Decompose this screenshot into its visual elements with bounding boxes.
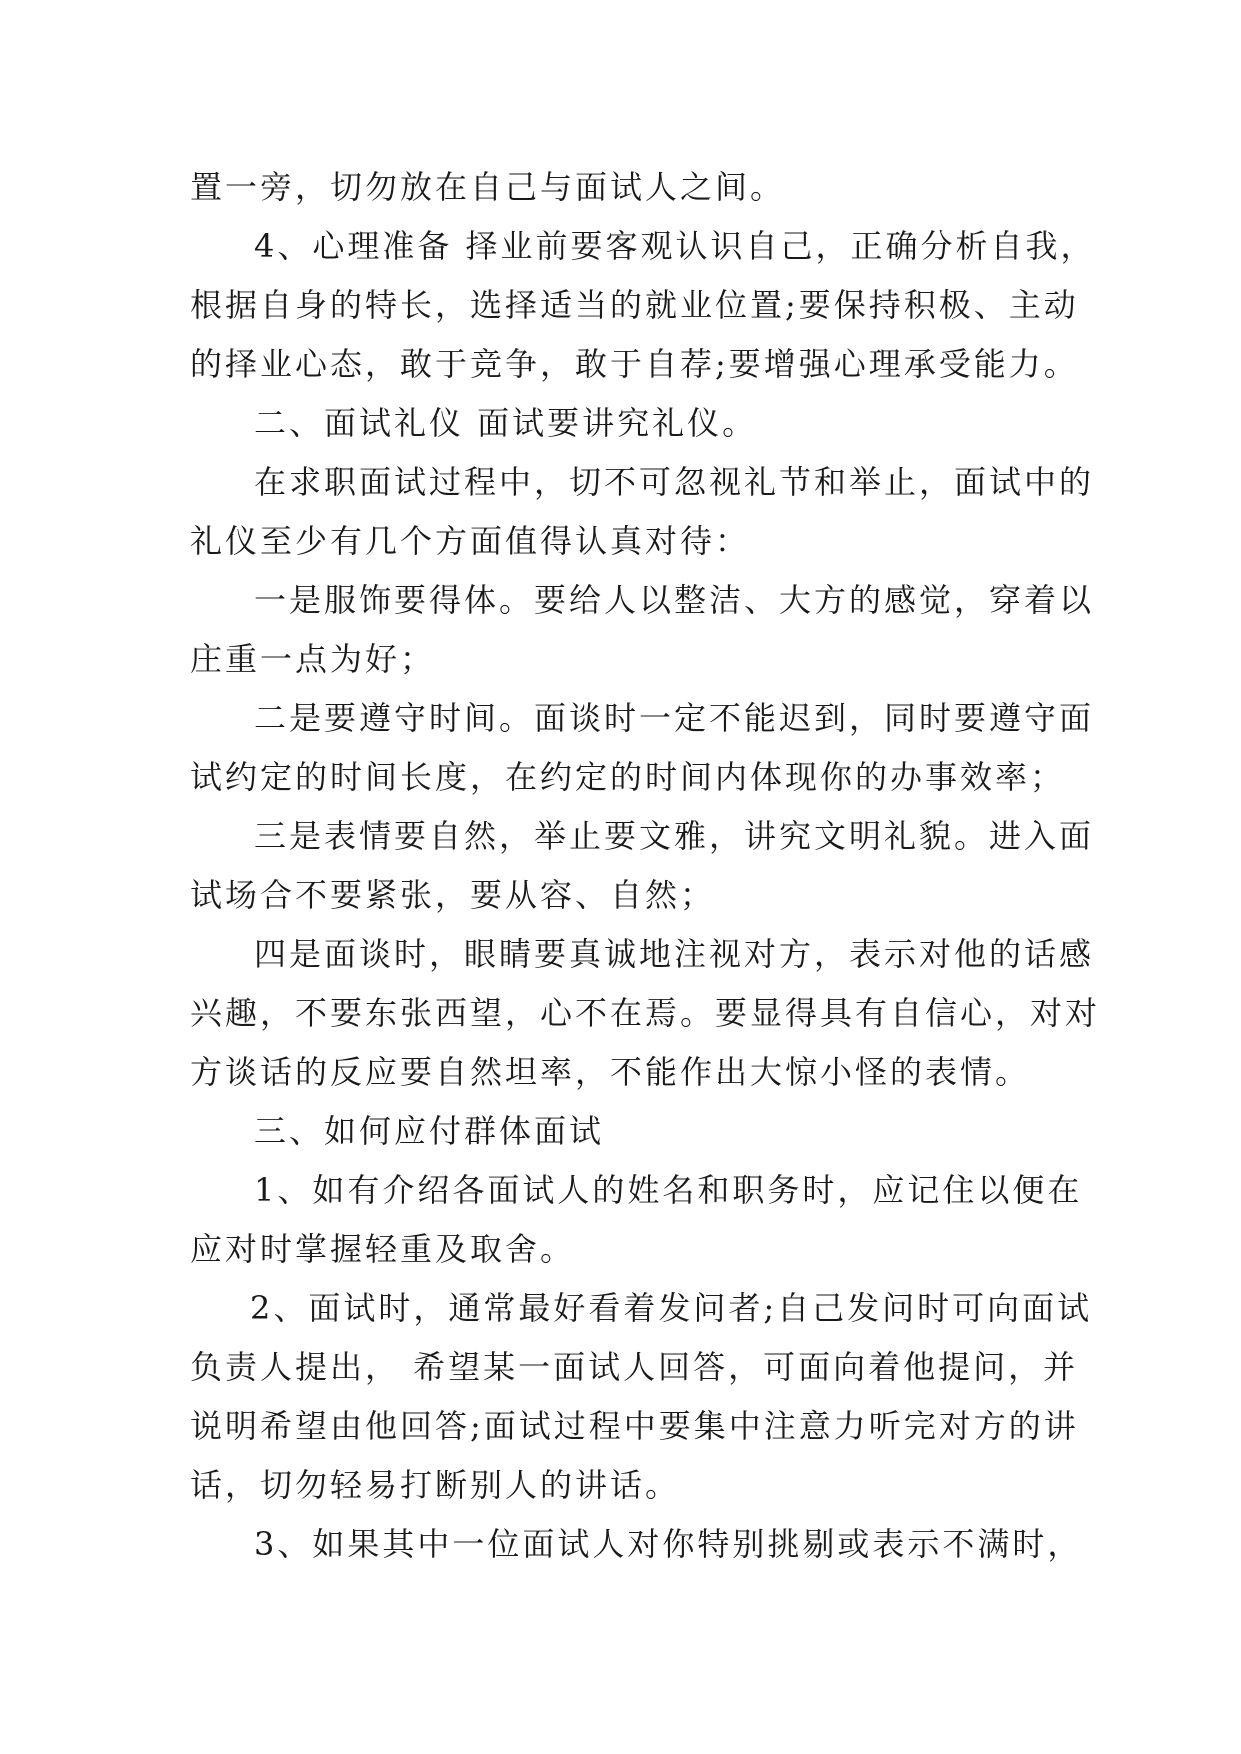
text-line: 礼仪至少有几个方面值得认真对待： xyxy=(190,522,751,560)
text-line: 方谈话的反应要自然坦率，不能作出大惊小怪的表情。 xyxy=(190,1053,1031,1091)
text-line: 兴趣，不要东张西望，心不在焉。要显得具有自信心，对对 xyxy=(190,994,1101,1032)
text-line: 置一旁，切勿放在自己与面试人之间。 xyxy=(190,168,786,206)
document-body xyxy=(190,158,1101,1574)
text-line: 庄重一点为好； xyxy=(190,640,436,678)
text-line: 二、面试礼仪 面试要讲究礼仪。 xyxy=(254,404,758,442)
text-line: 三是表情要自然，举止要文雅，讲究文明礼貌。进入面 xyxy=(254,817,1095,855)
text-line: 四是面谈时，眼睛要真诚地注视对方，表示对他的话感 xyxy=(254,935,1095,973)
text-line: 3、如果其中一位面试人对你特别挑剔或表示不满时， xyxy=(254,1525,1083,1563)
text-line: 应对时掌握轻重及取舍。 xyxy=(190,1230,576,1268)
text-line: 试约定的时间长度，在约定的时间内体现你的办事效率； xyxy=(190,758,1066,796)
text-line: 2、面试时，通常最好看着发问者;自己发问时可向面试 xyxy=(250,1289,1093,1327)
text-line: 二是要遵守时间。面谈时一定不能迟到，同时要遵守面 xyxy=(254,699,1095,737)
text-line: 负责人提出， 希望某一面试人回答，可面向着他提问，并 xyxy=(190,1348,1079,1386)
text-line: 在求职面试过程中，切不可忽视礼节和举止，面试中的 xyxy=(254,463,1095,501)
text-line: 1、如有介绍各面试人的姓名和职务时，应记住以便在 xyxy=(254,1171,1083,1209)
text-line: 根据自身的特长，选择适当的就业位置;要保持积极、主动 xyxy=(190,286,1079,324)
text-line: 试场合不要紧张，要从容、自然； xyxy=(190,876,716,914)
text-line: 话，切勿轻易打断别人的讲话。 xyxy=(190,1466,681,1504)
text-line: 4、心理准备 择业前要客观认识自己，正确分析自我， xyxy=(254,227,1096,265)
text-line: 三、如何应付群体面试 xyxy=(254,1112,605,1150)
text-line: 的择业心态，敢于竞争，敢于自荐;要增强心理承受能力。 xyxy=(190,345,1079,383)
text-line: 说明希望由他回答;面试过程中要集中注意力听完对方的讲 xyxy=(190,1407,1079,1445)
text-line: 一是服饰要得体。要给人以整洁、大方的感觉，穿着以 xyxy=(254,581,1095,619)
